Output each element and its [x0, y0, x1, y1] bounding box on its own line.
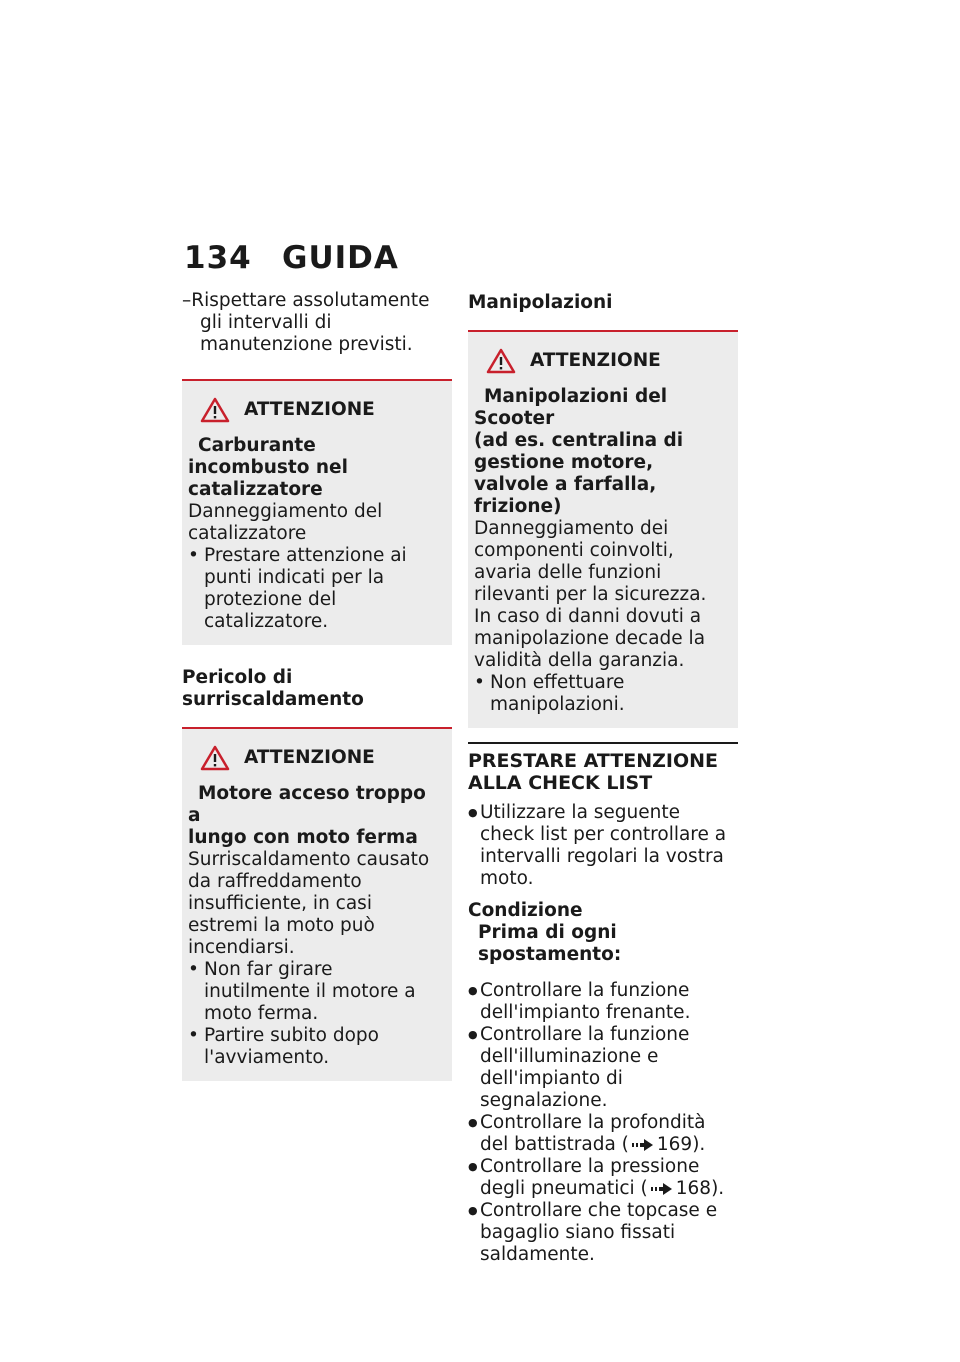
warning-triangle-icon	[200, 397, 230, 423]
warning-title: Carburante incombusto nel catalizzatore	[188, 435, 348, 500]
warning-header	[188, 397, 442, 423]
right-column	[468, 290, 738, 1266]
warning-body: Danneggiamento dei componenti coinvolti, avaria delle funzioni rilevanti per la sicurezza. In caso di danni dovuti a manipolazione decade la validità della garanzia.	[474, 518, 707, 671]
section-title: PRESTARE ATTENZIONE ALLA CHECK LIST	[468, 750, 718, 794]
subheading-overheating: Pericolo di surriscaldamento	[182, 667, 364, 710]
page-ref-arrow-icon	[651, 1182, 673, 1196]
checklist-item: ● Controllare la profondità del battistrada ( 169).	[468, 1112, 738, 1156]
warning-title: Manipolazioni del Scooter (ad es. centralina di gestione motore, valvole a farfalla, frizione)	[474, 386, 684, 517]
warning-box-manipulation	[468, 330, 738, 728]
page-ref-arrow-icon	[632, 1138, 654, 1152]
page-reference[interactable]: 168	[675, 1178, 712, 1199]
checklist-item: ● Controllare la pressione degli pneumatici ( 168).	[468, 1156, 738, 1200]
chapter-title: GUIDA	[282, 240, 399, 276]
warning-box-fuel	[182, 379, 452, 645]
checklist-intro: ● Utilizzare la seguente check list per controllare a intervalli regolari la vostra moto.	[468, 802, 738, 890]
condition-text: Prima di ogni spostamento:	[478, 922, 622, 965]
warning-body: Surriscaldamento causato da raffreddamento insufficiente, in casi estremi la moto può incendiarsi.	[188, 849, 430, 958]
checklist-item: ● Controllare la funzione dell'impianto frenante.	[468, 980, 738, 1024]
condition-label: Condizione	[468, 900, 583, 921]
checklist-item: ● Controllare la funzione dell'illuminazione e dell'impianto di segnalazione.	[468, 1024, 738, 1112]
warning-title: Motore acceso troppo a lungo con moto ferma	[188, 783, 426, 848]
warning-header	[188, 745, 442, 771]
warning-header	[474, 348, 728, 374]
page-number: 134	[184, 240, 252, 276]
page-reference[interactable]: 169	[656, 1134, 693, 1155]
page-header	[184, 240, 399, 276]
warning-triangle-icon	[200, 745, 230, 771]
left-column	[182, 290, 452, 1097]
intro-item: –Rispettare assolutamente gli intervalli di manutenzione previsti.	[182, 290, 430, 355]
warning-body: Danneggiamento del catalizzatore	[188, 501, 383, 544]
warning-label: ATTENZIONE	[244, 747, 375, 768]
warning-box-overheating	[182, 727, 452, 1081]
checklist-item: ● Controllare che topcase e bagaglio siano fissati saldamente.	[468, 1200, 738, 1266]
subheading-manipulation: Manipolazioni	[468, 292, 613, 313]
warning-bullet: • Partire subito dopo l'avviamento.	[188, 1025, 442, 1069]
warning-label: ATTENZIONE	[530, 350, 661, 371]
warning-bullet: • Prestare attenzione ai punti indicati per la protezione del catalizzatore.	[188, 545, 442, 633]
warning-label: ATTENZIONE	[244, 399, 375, 420]
warning-bullet: • Non far girare inutilmente il motore a moto ferma.	[188, 959, 442, 1025]
warning-triangle-icon	[486, 348, 516, 374]
warning-bullet: • Non effettuare manipolazioni.	[474, 672, 728, 716]
section-rule	[468, 742, 738, 744]
